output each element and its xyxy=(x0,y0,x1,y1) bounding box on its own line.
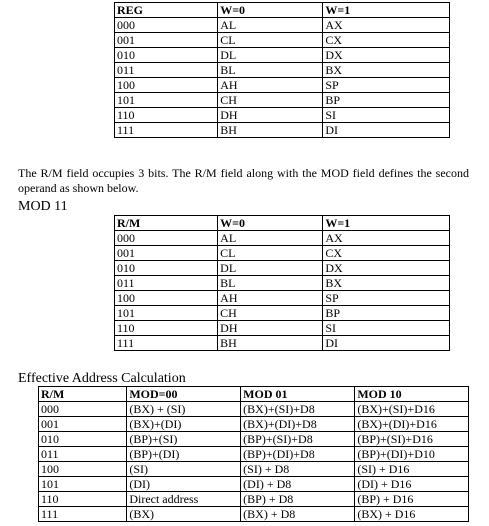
column-header-mod01: MOD 01 xyxy=(241,387,355,402)
column-header-w1: W=1 xyxy=(323,216,450,231)
table-cell: BL xyxy=(218,276,323,291)
table-cell: 010 xyxy=(115,261,218,276)
table-row xyxy=(39,402,469,417)
table-row xyxy=(115,246,450,261)
column-header-mod10: MOD 10 xyxy=(355,387,469,402)
table-cell: SP xyxy=(323,291,450,306)
table-cell: BP xyxy=(323,306,450,321)
table-cell: CL xyxy=(218,33,323,48)
table-cell: 001 xyxy=(39,417,127,432)
table-cell: (DI) + D8 xyxy=(241,477,355,492)
table-cell: DX xyxy=(323,48,450,63)
column-header-w1: W=1 xyxy=(323,3,450,18)
table-cell: (BX)+(SI)+D16 xyxy=(355,402,469,417)
table-cell: AX xyxy=(323,231,450,246)
table-cell: 100 xyxy=(39,462,127,477)
table-cell: SP xyxy=(323,78,450,93)
table-row xyxy=(115,78,450,93)
table-row xyxy=(115,123,450,138)
table-cell: (BX)+(DI)+D16 xyxy=(355,417,469,432)
table-cell: 011 xyxy=(115,63,218,78)
table-row xyxy=(39,477,469,492)
table-cell: BL xyxy=(218,63,323,78)
table-cell: 101 xyxy=(39,477,127,492)
table-cell: BX xyxy=(323,276,450,291)
table-cell: (SI) + D8 xyxy=(241,462,355,477)
table-cell: (BP)+(SI) xyxy=(127,432,241,447)
reg-table-header-row xyxy=(115,3,450,18)
table-cell: (DI) xyxy=(127,477,241,492)
table-cell: BH xyxy=(218,336,323,351)
table-cell: 100 xyxy=(115,78,218,93)
table-cell: AX xyxy=(323,18,450,33)
table-cell: CX xyxy=(323,33,450,48)
table-cell: 001 xyxy=(115,33,218,48)
table-row xyxy=(115,321,450,336)
table-cell: 111 xyxy=(39,507,127,522)
table-cell: (BX) + (SI) xyxy=(127,402,241,417)
table-cell: 010 xyxy=(39,432,127,447)
table-cell: BH xyxy=(218,123,323,138)
column-header-mod00: MOD=00 xyxy=(127,387,241,402)
table-cell: 111 xyxy=(115,123,218,138)
table-cell: AH xyxy=(218,78,323,93)
table-cell: 111 xyxy=(115,336,218,351)
mod11-table-header-row xyxy=(115,216,450,231)
table-cell: AL xyxy=(218,231,323,246)
table-cell: 101 xyxy=(115,93,218,108)
table-row xyxy=(115,33,450,48)
table-row xyxy=(115,18,450,33)
column-header-rm: R/M xyxy=(115,216,218,231)
table-row xyxy=(39,462,469,477)
table-cell: 110 xyxy=(39,492,127,507)
table-cell: DH xyxy=(218,108,323,123)
table-cell: (BP)+(DI)+D8 xyxy=(241,447,355,462)
table-cell: 001 xyxy=(115,246,218,261)
table-cell: CL xyxy=(218,246,323,261)
table-row xyxy=(39,507,469,522)
table-row xyxy=(115,63,450,78)
column-header-reg: REG xyxy=(115,3,218,18)
table-row xyxy=(115,306,450,321)
table-row xyxy=(39,432,469,447)
table-cell: 000 xyxy=(39,402,127,417)
effective-address-table xyxy=(38,386,469,522)
table-cell: 110 xyxy=(115,321,218,336)
table-cell: (BP) + D8 xyxy=(241,492,355,507)
table-row xyxy=(115,93,450,108)
table-cell: BX xyxy=(323,63,450,78)
table-cell: BP xyxy=(323,93,450,108)
table-cell: (BP)+(DI) xyxy=(127,447,241,462)
table-cell: DL xyxy=(218,261,323,276)
table-cell: DL xyxy=(218,48,323,63)
table-cell: (BX)+(SI)+D8 xyxy=(241,402,355,417)
table-row xyxy=(115,231,450,246)
table-cell: (BX) xyxy=(127,507,241,522)
table-cell: CH xyxy=(218,93,323,108)
mod11-heading: MOD 11 xyxy=(18,199,68,214)
column-header-rm: R/M xyxy=(39,387,127,402)
table-row xyxy=(115,48,450,63)
table-cell: (SI) xyxy=(127,462,241,477)
table-row xyxy=(39,447,469,462)
column-header-w0: W=0 xyxy=(218,3,323,18)
rm-field-paragraph: The R/M field occupies 3 bits. The R/M field along with the MOD field defines the second operand as shown below. xyxy=(18,166,469,195)
table-row xyxy=(115,108,450,123)
table-cell: (BP)+(DI)+D10 xyxy=(355,447,469,462)
table-row xyxy=(115,291,450,306)
table-cell: CX xyxy=(323,246,450,261)
table-cell: AH xyxy=(218,291,323,306)
table-cell: (SI) + D16 xyxy=(355,462,469,477)
table-row xyxy=(115,261,450,276)
table-cell: (BX)+(DI) xyxy=(127,417,241,432)
reg-table xyxy=(114,2,450,138)
table-cell: Direct address xyxy=(127,492,241,507)
table-cell: (BX) + D8 xyxy=(241,507,355,522)
table-row xyxy=(115,276,450,291)
table-cell: 011 xyxy=(39,447,127,462)
table-cell: (BP) + D16 xyxy=(355,492,469,507)
table-cell: DI xyxy=(323,336,450,351)
table-cell: SI xyxy=(323,108,450,123)
table-cell: AL xyxy=(218,18,323,33)
table-cell: 100 xyxy=(115,291,218,306)
table-cell: (BP)+(SI)+D16 xyxy=(355,432,469,447)
column-header-w0: W=0 xyxy=(218,216,323,231)
mod11-table xyxy=(114,215,450,351)
table-cell: (BX)+(DI)+D8 xyxy=(241,417,355,432)
table-cell: 011 xyxy=(115,276,218,291)
table-cell: DX xyxy=(323,261,450,276)
table-cell: 010 xyxy=(115,48,218,63)
table-cell: DH xyxy=(218,321,323,336)
table-cell: SI xyxy=(323,321,450,336)
table-cell: (DI) + D16 xyxy=(355,477,469,492)
table-cell: CH xyxy=(218,306,323,321)
table-cell: 000 xyxy=(115,18,218,33)
table-cell: (BP)+(SI)+D8 xyxy=(241,432,355,447)
effective-address-header-row xyxy=(39,387,469,402)
table-row xyxy=(39,417,469,432)
table-cell: 000 xyxy=(115,231,218,246)
table-cell: 110 xyxy=(115,108,218,123)
table-cell: (BX) + D16 xyxy=(355,507,469,522)
table-cell: 101 xyxy=(115,306,218,321)
table-cell: DI xyxy=(323,123,450,138)
table-row xyxy=(115,336,450,351)
effective-address-heading: Effective Address Calculation xyxy=(18,371,186,386)
table-row xyxy=(39,492,469,507)
